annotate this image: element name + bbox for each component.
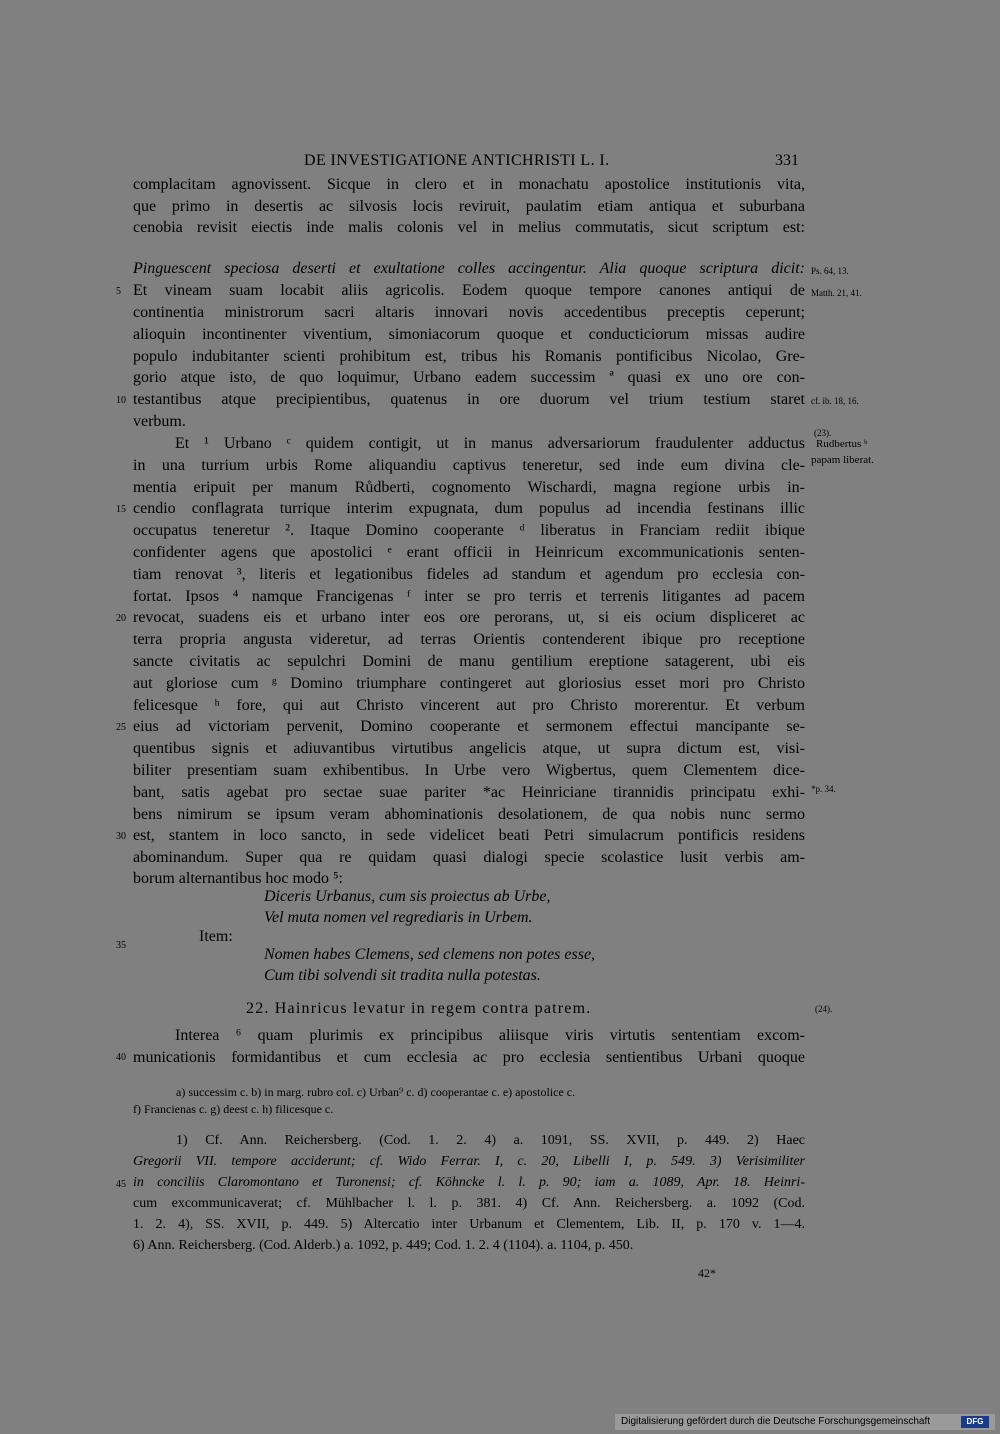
line-number: 40	[116, 1052, 126, 1063]
text-line: bens nimirum se ipsum veram abhominationis desolationem, de qua nobis nunc sermo	[133, 806, 805, 823]
margin-ref: papam liberat.	[811, 454, 874, 466]
text-line: confidenter agens que apostolici ᵉ erant officii in Heinricum excommunicationis senten-	[133, 544, 805, 561]
footnote-line: 1) Cf. Ann. Reichersberg. (Cod. 1. 2. 4) a. 1091, SS. XVII, p. 449. 2) Haec	[176, 1133, 805, 1148]
line-number: 25	[116, 722, 126, 733]
text-line: cendio conflagrata turrique interim expugnata, dum populus ad incendia festinans illic	[133, 500, 805, 517]
text-line: revocat, suadens eis et urbano inter eos ore perorans, ut, si eis ocium displiceret ac	[133, 609, 805, 626]
verse-line: Cum tibi solvendi sit tradita nulla potestas.	[264, 967, 541, 984]
variant-line: a) successim c. b) in marg. rubro col. c) Urban⁹ c. d) cooperantae c. e) apostolice c.	[176, 1085, 576, 1099]
text-line: Et ¹ Urbano ᶜ quidem contigit, ut in manus adversariorum fraudulenter adductus	[175, 435, 805, 452]
line-number: 10	[116, 395, 126, 406]
line-number: 15	[116, 504, 126, 515]
verse-line: Vel muta nomen vel regrediaris in Urbem.	[264, 909, 533, 926]
text-line: mentia eripuit per manum Růdberti, cognomento Wischardi, magna regione urbis in-	[133, 479, 805, 496]
text-line: borum alternantibus hoc modo ⁵:	[133, 870, 343, 887]
text-line: Pinguescent speciosa deserti et exultatione colles accingentur. Alia quoque scriptura dicit:	[133, 260, 805, 277]
text-line: est, stantem in loco sancto, in sede videlicet beati Petri simulacrum pontificis residens	[133, 827, 805, 844]
text-line: abominandum. Super qua re quidam quasi dialogi specie scolastice lusit verbis am-	[133, 849, 805, 866]
text-line: sancte civitatis ac sepulchri Domini de manu gentilium ereptione satagerent, ubi eis	[133, 653, 805, 670]
sheet-signature: 42*	[698, 1266, 716, 1280]
text-line: occupatus teneretur ². Itaque Domino cooperante ᵈ liberatus in Franciam rediit ibique	[133, 522, 805, 539]
footnote-line: Gregorii VII. tempore acciderunt; cf. Wido Ferrar. I, c. 20, Libelli I, p. 549. 3) Verisimiliter	[133, 1154, 805, 1169]
running-header: DE INVESTIGATIONE ANTICHRISTI L. I.	[304, 152, 610, 169]
text-line: biliter presentiam suam exhibentibus. In Urbe vero Wigbertus, quem Clementem dice-	[133, 762, 805, 779]
margin-ref: *p. 34.	[811, 784, 836, 794]
text-line: complacitam agnovissent. Sicque in clero et in monachatu apostolice institutionis vita,	[133, 176, 805, 193]
footnote-line: 6) Ann. Reichersberg. (Cod. Alderb.) a. 1092, p. 449; Cod. 1. 2. 4 (1104). a. 1104, p. 450.	[133, 1238, 634, 1253]
text-line: felicesque ʰ fore, qui aut Christo vincerent aut pro Christo morerentur. Et verbum	[133, 697, 805, 714]
text-line: tiam renovat ³, literis et legationibus fideles ad standum et agendum pro ecclesia con-	[133, 566, 805, 583]
text-line: Et vineam suam locabit aliis agricolis. Eodem quoque tempore canones antiqui de	[133, 282, 805, 299]
line-number: 20	[116, 613, 126, 624]
item-label: Item:	[199, 928, 233, 945]
text-line: municationis formidantibus et cum ecclesia ac pro ecclesia sentientibus Urbani quoque	[133, 1049, 805, 1066]
footer-text: Digitalisierung gefördert durch die Deutsche Forschungsgemeinschaft	[621, 1416, 931, 1427]
footnote-line: in conciliis Claromontano et Turonensi; cf. Köhncke l. l. p. 90; iam a. 1089, Apr. 18. Heinri-	[133, 1175, 805, 1190]
text-line: Interea ⁶ quam plurimis ex principibus aliisque viris virtutis sententiam excom-	[175, 1027, 805, 1044]
margin-ref: cf. ib. 18, 16.	[811, 396, 859, 406]
margin-ref: (24).	[815, 1004, 833, 1014]
text-line: eius ad victoriam pervenit, Domino cooperante et sermonem effectui mancipante se-	[133, 718, 805, 735]
margin-ref: (23).	[814, 428, 832, 438]
margin-ref: Ps. 64, 13.	[811, 266, 849, 276]
text-line: fortat. Ipsos ⁴ namque Francigenas ᶠ inter se pro terris et terrenis litigantes ad pacem	[133, 588, 805, 605]
text-line: testantibus atque precipientibus, quatenus in ore duorum vel trium testium staret	[133, 391, 805, 408]
text-line: alioquin incontinenter viventium, simoniacorum quoque et conducticiorum missas audire	[133, 326, 805, 343]
text-line: gorio atque isto, de quo loquimur, Urbano eadem successim ª quasi ex uno ore con-	[133, 369, 805, 386]
variant-line: f) Francienas c. g) deest c. h) filicesque c.	[133, 1102, 334, 1116]
text-line: populo indubitanter scienti prohibitum est, tribus his Romanis pontificibus Nicolao, Gre-	[133, 348, 805, 365]
chapter-heading: 22. Hainricus levatur in regem contra patrem.	[246, 1000, 592, 1017]
text-line: quentibus signis et adiuvantibus virtutibus angelicis atque, ut supra dictum est, visi-	[133, 740, 805, 757]
text-line: continentia ministrorum sacri altaris innovari novis accedentibus preceptis ceperunt;	[133, 304, 805, 321]
line-number: 45	[116, 1179, 126, 1190]
text-line: aut gloriose cum ᵍ Domino triumphare contingeret aut gloriosius esset mori pro Christo	[133, 675, 805, 692]
text-line: terra propria angusta videretur, ad terras Orientis contenderent ibique pro receptione	[133, 631, 805, 648]
verse-line: Diceris Urbanus, cum sis proiectus ab Urbe,	[264, 888, 551, 905]
text-line: cenobia revisit eiectis inde malis colonis vel in melius commutatis, sicut scriptum est:	[133, 219, 805, 237]
digitization-footer	[615, 1414, 995, 1430]
line-number: 30	[116, 831, 126, 842]
text-line: in una turrium urbis Rome aliquandiu captivus teneretur, sed inde eum divina cle-	[133, 457, 805, 474]
page-number: 331	[775, 152, 799, 169]
verse-line: Nomen habes Clemens, sed clemens non potes esse,	[264, 946, 596, 963]
line-number: 35	[116, 940, 126, 951]
footnote-line: cum excommunicaverat; cf. Mühlbacher l. l. p. 381. 4) Cf. Ann. Reichersberg. a. 1092 (Cod.	[133, 1196, 805, 1211]
line-number: 5	[116, 286, 121, 297]
dfg-logo: DFG	[961, 1416, 989, 1428]
footnote-line: 1. 2. 4), SS. XVII, p. 449. 5) Altercatio inter Urbanum et Clementem, Lib. II, p. 170 v. 1—4.	[133, 1217, 805, 1232]
margin-ref: Matth. 21, 41.	[811, 288, 862, 298]
text-line: bant, satis agebat pro sectae suae pariter *ac Heinriciane tirannidis principatu exhi-	[133, 784, 805, 801]
text-line: que primo in desertis ac silvosis locis reviruit, paulatim etiam antiqua et suburbana	[133, 197, 805, 215]
margin-ref: Rudbertus ᵇ	[816, 438, 868, 450]
text-line: verbum.	[133, 413, 186, 430]
